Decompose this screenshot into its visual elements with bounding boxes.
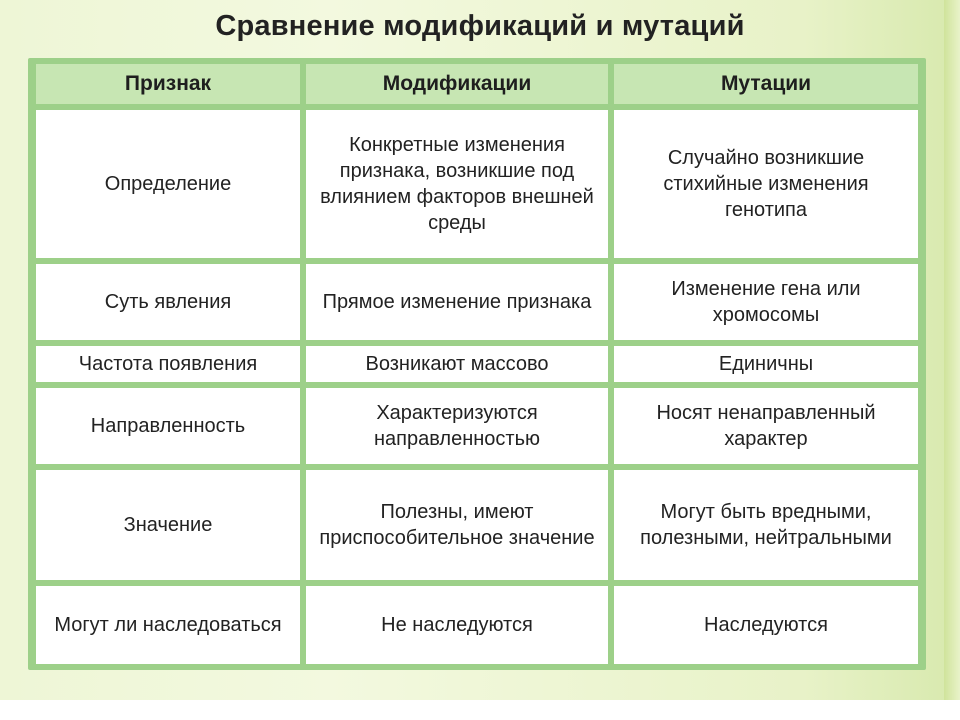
table-row-direction-mutations: Носят ненаправленный характер <box>614 388 918 464</box>
table-row-definition-feature: Определение <box>36 110 300 258</box>
table-row-direction-modifications: Характеризуются направленностью <box>306 388 608 464</box>
table-row-direction-feature: Направленность <box>36 388 300 464</box>
slide-edge <box>944 0 960 700</box>
header-feature: Признак <box>36 64 300 104</box>
comparison-table <box>28 58 926 670</box>
table-row-significance-mutations: Могут быть вредными, полезными, нейтральными <box>614 470 918 580</box>
table-row-definition-mutations: Случайно возникшие стихийные изменения генотипа <box>614 110 918 258</box>
table-row-essence-mutations: Изменение гена или хромосомы <box>614 264 918 340</box>
table-row-essence-modifications: Прямое изменение признака <box>306 264 608 340</box>
table-row-frequency-feature: Частота появления <box>36 346 300 382</box>
table-row-significance-modifications: Полезны, имеют приспособительное значение <box>306 470 608 580</box>
table-row-essence-feature: Суть явления <box>36 264 300 340</box>
table-row-frequency-modifications: Возникают массово <box>306 346 608 382</box>
header-modifications: Модификации <box>306 64 608 104</box>
table-row-heredity-mutations: Наследуются <box>614 586 918 664</box>
table-row-definition-modifications: Конкретные изменения признака, возникшие под влиянием факторов внешней среды <box>306 110 608 258</box>
bottom-strip <box>0 700 960 720</box>
table-row-significance-feature: Значение <box>36 470 300 580</box>
page-title: Сравнение модификаций и мутаций <box>215 10 745 42</box>
table-row-heredity-feature: Могут ли наследоваться <box>36 586 300 664</box>
header-mutations: Мутации <box>614 64 918 104</box>
table-row-frequency-mutations: Единичны <box>614 346 918 382</box>
table-row-heredity-modifications: Не наследуются <box>306 586 608 664</box>
